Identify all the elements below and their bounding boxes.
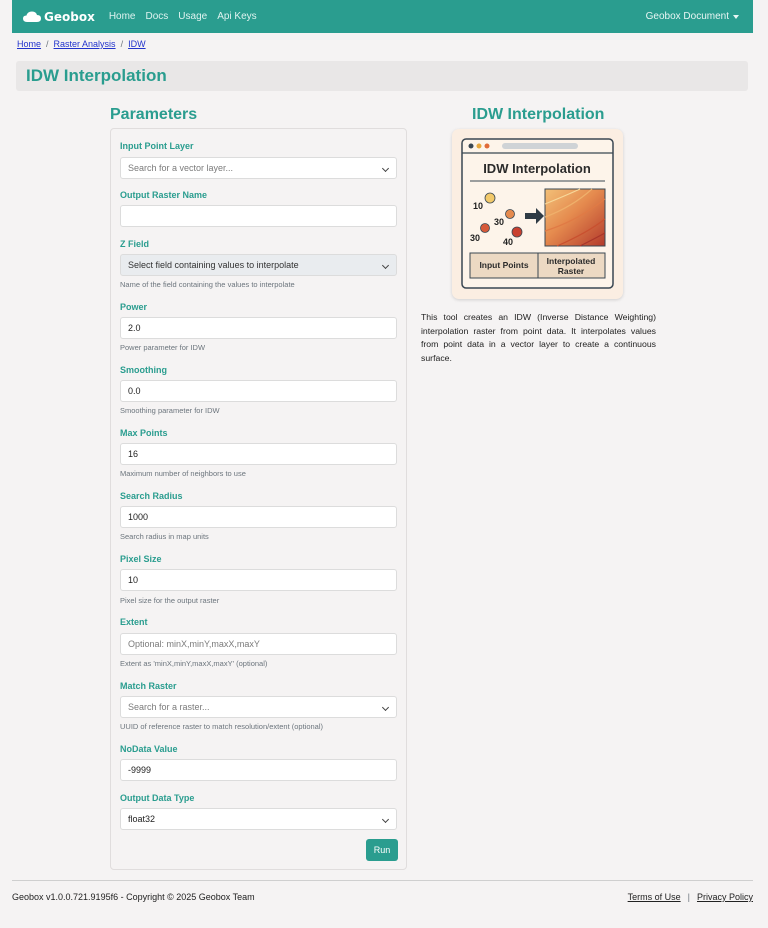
brand-logo[interactable] bbox=[22, 10, 95, 24]
input-point-layer-select[interactable]: Search for a vector layer... bbox=[120, 157, 397, 179]
footer-links bbox=[628, 892, 753, 902]
nav-home[interactable]: Home bbox=[108, 11, 136, 22]
breadcrumb-separator: / bbox=[46, 39, 49, 49]
brand-name: Geobox bbox=[44, 9, 95, 24]
footer-divider bbox=[12, 880, 753, 881]
output-data-type-select[interactable]: float32 bbox=[120, 808, 397, 830]
privacy-policy-link[interactable]: Privacy Policy bbox=[696, 892, 753, 902]
output-data-type-label: Output Data Type bbox=[120, 793, 195, 803]
idw-illustration bbox=[452, 129, 623, 299]
point-marker-icon bbox=[512, 227, 522, 237]
pixel-size-help: Pixel size for the output raster bbox=[120, 596, 220, 605]
document-dropdown-label: Geobox Document bbox=[645, 11, 729, 22]
max-points-help: Maximum number of neighbors to use bbox=[120, 469, 246, 478]
search-radius-label: Search Radius bbox=[120, 491, 183, 501]
output-raster-name-label: Output Raster Name bbox=[120, 190, 208, 200]
window-dot-icon bbox=[477, 144, 482, 149]
extent-input[interactable]: Optional: minX,minY,maxX,maxY bbox=[120, 633, 397, 655]
breadcrumb-idw[interactable]: IDW bbox=[128, 39, 146, 49]
raster-caption: Raster bbox=[557, 266, 585, 276]
page-title-bar bbox=[16, 61, 748, 91]
max-points-label: Max Points bbox=[120, 428, 168, 438]
parameters-form bbox=[110, 128, 407, 870]
terms-of-use-link[interactable]: Terms of Use bbox=[627, 892, 681, 902]
tool-description: This tool creates an IDW (Inverse Distance Weighting) interpolation raster from point data. It interpolates values from point data in a vector layer to create a continuous surface. bbox=[421, 312, 656, 363]
z-field-label: Z Field bbox=[120, 239, 149, 249]
point-marker-icon bbox=[481, 224, 490, 233]
power-input[interactable]: 2.0 bbox=[120, 317, 397, 339]
point-value-label: 30 bbox=[470, 233, 481, 243]
search-radius-input[interactable]: 1000 bbox=[120, 506, 397, 528]
input-point-layer-label: Input Point Layer bbox=[120, 141, 194, 151]
z-field-select[interactable]: Select field containing values to interpolate bbox=[120, 254, 397, 276]
match-raster-select[interactable]: Search for a raster... bbox=[120, 696, 397, 718]
nodata-value-label: NoData Value bbox=[120, 744, 178, 754]
caret-down-icon bbox=[733, 15, 739, 19]
info-heading: IDW Interpolation bbox=[472, 106, 605, 123]
idw-diagram-svg bbox=[452, 129, 623, 299]
address-bar bbox=[502, 143, 578, 149]
input-points-caption: Input Points bbox=[479, 260, 529, 270]
extent-label: Extent bbox=[120, 617, 148, 627]
illustration-title: IDW Interpolation bbox=[483, 161, 591, 176]
point-value-label: 40 bbox=[503, 237, 514, 247]
footer-version: Geobox v1.0.0.721.9195f6 - Copyright © 2025 Geobox Team bbox=[12, 892, 255, 902]
breadcrumb-separator: / bbox=[120, 39, 124, 49]
footer-separator: | bbox=[687, 892, 690, 902]
output-raster-name-input[interactable] bbox=[120, 205, 397, 227]
pixel-size-input[interactable]: 10 bbox=[120, 569, 397, 591]
top-navbar bbox=[12, 0, 753, 33]
max-points-input[interactable]: 16 bbox=[120, 443, 397, 465]
point-marker-icon bbox=[485, 193, 495, 203]
power-help: Power parameter for IDW bbox=[120, 343, 206, 352]
breadcrumb-home[interactable]: Home bbox=[17, 39, 42, 49]
extent-help: Extent as 'minX,minY,maxX,maxY' (optional) bbox=[120, 659, 268, 668]
interpolated-caption: Interpolated bbox=[546, 256, 596, 266]
match-raster-label: Match Raster bbox=[120, 681, 177, 691]
run-button[interactable]: Run bbox=[366, 839, 398, 861]
nav-api-keys[interactable]: Api Keys bbox=[217, 11, 257, 22]
window-dot-icon bbox=[485, 144, 490, 149]
pixel-size-label: Pixel Size bbox=[120, 554, 162, 564]
cloud-logo-icon bbox=[22, 10, 42, 24]
search-radius-help: Search radius in map units bbox=[120, 532, 209, 541]
parameters-heading: Parameters bbox=[110, 106, 198, 123]
smoothing-input[interactable]: 0.0 bbox=[120, 380, 397, 402]
power-label: Power bbox=[120, 302, 148, 312]
match-raster-help: UUID of reference raster to match resolution/extent (optional) bbox=[120, 722, 324, 731]
point-marker-icon bbox=[506, 210, 515, 219]
point-value-label: 30 bbox=[494, 217, 505, 227]
smoothing-label: Smoothing bbox=[120, 365, 167, 375]
breadcrumb-raster-analysis[interactable]: Raster Analysis bbox=[53, 39, 116, 49]
nav-usage[interactable]: Usage bbox=[178, 11, 208, 22]
document-dropdown[interactable] bbox=[646, 11, 739, 22]
window-dot-icon bbox=[469, 144, 474, 149]
nav-docs[interactable]: Docs bbox=[145, 11, 169, 22]
z-field-help: Name of the field containing the values to interpolate bbox=[120, 280, 295, 289]
smoothing-help: Smoothing parameter for IDW bbox=[120, 406, 220, 415]
nodata-value-input[interactable]: -9999 bbox=[120, 759, 397, 781]
point-value-label: 10 bbox=[473, 201, 484, 211]
page-title: IDW Interpolation bbox=[26, 66, 167, 85]
breadcrumb bbox=[17, 39, 146, 49]
